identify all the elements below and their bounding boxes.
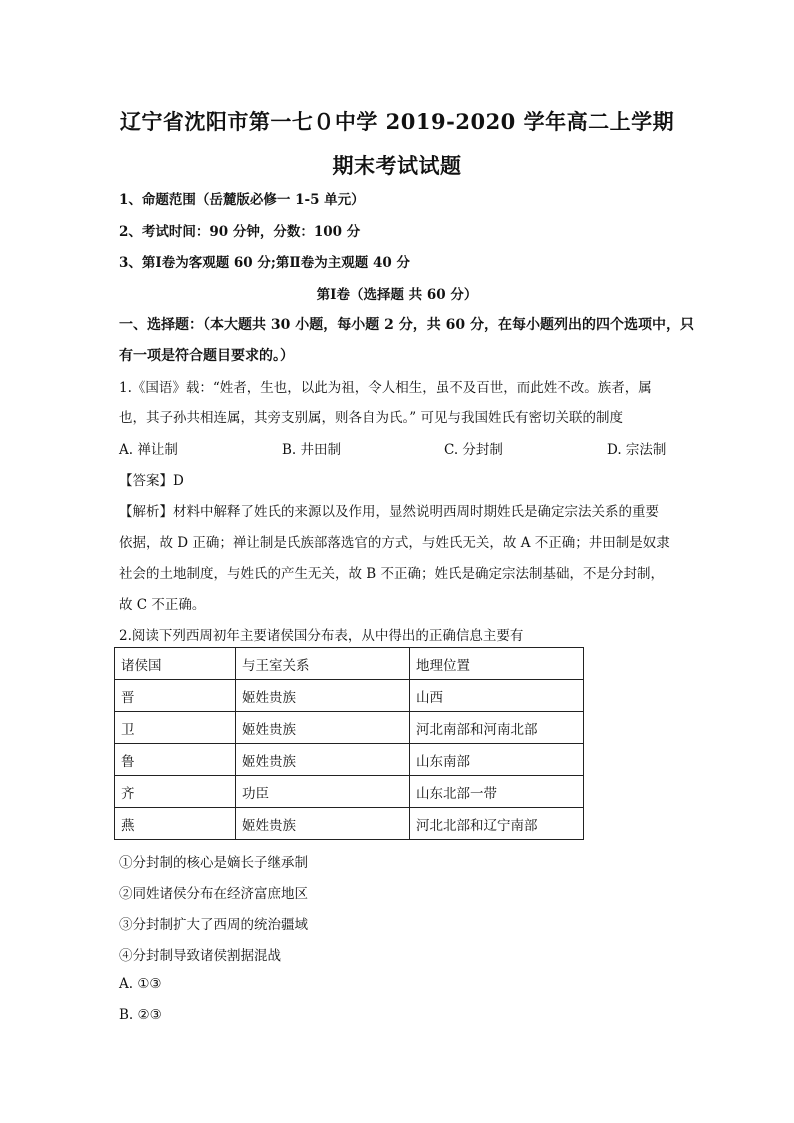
table-cell: 燕 — [115, 808, 236, 840]
q2-option-b: B. ②③ — [119, 1007, 162, 1023]
table-cell: 山东南部 — [410, 744, 584, 776]
table-row — [115, 808, 584, 840]
table-header-row — [115, 648, 584, 680]
instruction-line-2: 有一项是符合题目要求的。） — [119, 348, 294, 364]
note-parts: 3、第Ⅰ卷为客观题 60 分;第Ⅱ卷为主观题 40 分 — [119, 255, 410, 271]
note-scope: 1、命题范围（岳麓版必修一 1-5 单元） — [119, 192, 365, 208]
table-cell: 姬姓贵族 — [236, 712, 410, 744]
q1-option-a: A. 禅让制 — [119, 442, 178, 458]
q1-analysis-line-3: 社会的土地制度，与姓氏的产生无关，故 B 不正确；姓氏是确定宗法制基础，不是分封制， — [119, 566, 665, 582]
table-header-cell: 诸侯国 — [115, 648, 236, 680]
table-header-cell: 地理位置 — [410, 648, 584, 680]
table-cell: 山东北部一带 — [410, 776, 584, 808]
q1-stem-line-1: 1.《国语》载：“姓者，生也，以此为祖，令人相生，虽不及百世，而此姓不改。族者，属 — [119, 380, 652, 396]
q2-stem: 2.阅读下列西周初年主要诸侯国分布表，从中得出的正确信息主要有 — [119, 628, 524, 644]
q1-option-b: B. 井田制 — [282, 442, 342, 458]
table-cell: 晋 — [115, 680, 236, 712]
table-cell: 卫 — [115, 712, 236, 744]
table-cell: 姬姓贵族 — [236, 744, 410, 776]
table-row — [115, 680, 584, 712]
page-title: 辽宁省沈阳市第一七０中学 2019-2020 学年高二上学期 — [119, 109, 675, 134]
table-cell: 河北北部和辽宁南部 — [410, 808, 584, 840]
table-header-cell: 与王室关系 — [236, 648, 410, 680]
table-cell: 齐 — [115, 776, 236, 808]
table-row — [115, 776, 584, 808]
q2-option-a: A. ①③ — [119, 976, 162, 992]
table-cell: 姬姓贵族 — [236, 808, 410, 840]
q2-statement-4: ④分封制导致诸侯割据混战 — [119, 948, 281, 964]
table-cell: 姬姓贵族 — [236, 680, 410, 712]
q2-statement-1: ①分封制的核心是嫡长子继承制 — [119, 855, 308, 871]
table-cell: 河北南部和河南北部 — [410, 712, 584, 744]
q1-analysis-line-1: 【解析】材料中解释了姓氏的来源以及作用，显然说明西周时期姓氏是确定宗法关系的重要 — [119, 504, 659, 520]
section-heading: 第Ⅰ卷（选择题 共 60 分） — [316, 287, 478, 303]
table-row — [115, 744, 584, 776]
table-row — [115, 712, 584, 744]
table-cell: 鲁 — [115, 744, 236, 776]
q1-analysis-line-4: 故 C 不正确。 — [119, 597, 206, 613]
vassal-states-table — [114, 647, 584, 840]
q2-statement-3: ③分封制扩大了西周的统治疆域 — [119, 917, 308, 933]
q1-answer: 【答案】D — [119, 473, 184, 489]
q1-stem-line-2: 也，其子孙共相连属，其旁支别属，则各自为氏。” 可见与我国姓氏有密切关联的制度 — [119, 410, 623, 426]
page-subtitle: 期末考试试题 — [332, 153, 462, 178]
q1-analysis-line-2: 依据，故 D 正确；禅让制是氏族部落选官的方式，与姓氏无关，故 A 不正确；井田制是奴隶 — [119, 535, 670, 551]
table-cell: 功臣 — [236, 776, 410, 808]
q1-option-c: C. 分封制 — [444, 442, 503, 458]
note-time: 2、考试时间：90 分钟，分数：100 分 — [119, 224, 361, 240]
q2-statement-2: ②同姓诸侯分布在经济富庶地区 — [119, 886, 308, 902]
q1-option-d: D. 宗法制 — [607, 442, 667, 458]
instruction-line-1: 一、选择题：（本大题共 30 小题，每小题 2 分，共 60 分，在每小题列出的四个选项中，只 — [119, 317, 694, 333]
table-cell: 山西 — [410, 680, 584, 712]
